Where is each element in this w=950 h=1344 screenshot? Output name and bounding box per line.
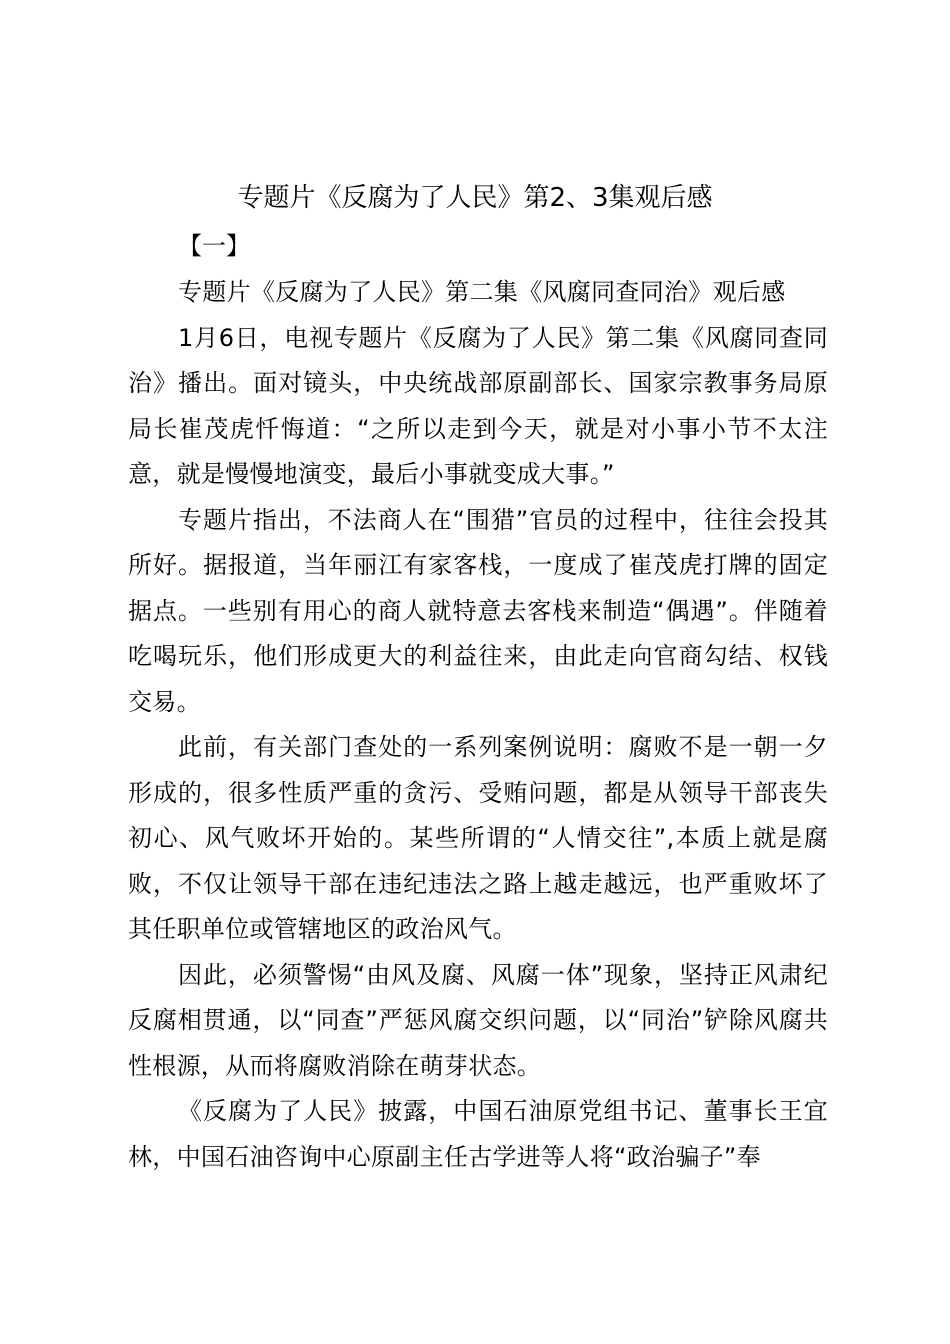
document-body	[128, 270, 828, 1180]
article-subtitle: 专题片《反腐为了人民》第二集《风腐同查同治》观后感	[178, 278, 786, 306]
paragraph: 《反腐为了人民》披露，中国石油原党组书记、董事长王宜林，中国石油咨询中心原副主任古学进等人将“政治骗子”奉	[128, 1097, 828, 1171]
paragraph: 专题片指出，不法商人在“围猎”官员的过程中，往往会投其所好。据报道，当年丽江有家客栈，一度成了崔茂虎打牌的固定据点。一些别有用心的商人就特意去客栈来制造“偶遇”。伴随着吃喝玩乐，他们形成更大的利益往来，由此走向官商勾结、权钱交易。	[128, 505, 828, 716]
paragraph: 此前，有关部门查处的一系列案例说明：腐败不是一朝一夕形成的，很多性质严重的贪污、受贿问题，都是从领导干部丧失初心、风气败坏开始的。某些所谓的“人情交往”,本质上就是腐败，不仅让领导干部在违纪违法之路上越走越远，也严重败坏了其任职单位或管辖地区的政治风气。	[128, 733, 828, 943]
paragraph: 因此，必须警惕“由风及腐、风腐一体”现象，坚持正风肃纪反腐相贯通，以“同查”严惩风腐交织问题，以“同治”铲除风腐共性根源，从而将腐败消除在萌芽状态。	[128, 960, 828, 1080]
document-title: 专题片《反腐为了人民》第2、3集观后感	[237, 183, 713, 213]
section-marker: 【一】	[178, 232, 250, 260]
paragraph: 1月6日，电视专题片《反腐为了人民》第二集《风腐同查同治》播出。面对镜头，中央统战部原副部长、国家宗教事务局原局长崔茂虎忏悔道：“之所以走到今天，就是对小事小节不太注意，就是慢慢地演变，最后小事就变成大事。”	[128, 323, 828, 488]
